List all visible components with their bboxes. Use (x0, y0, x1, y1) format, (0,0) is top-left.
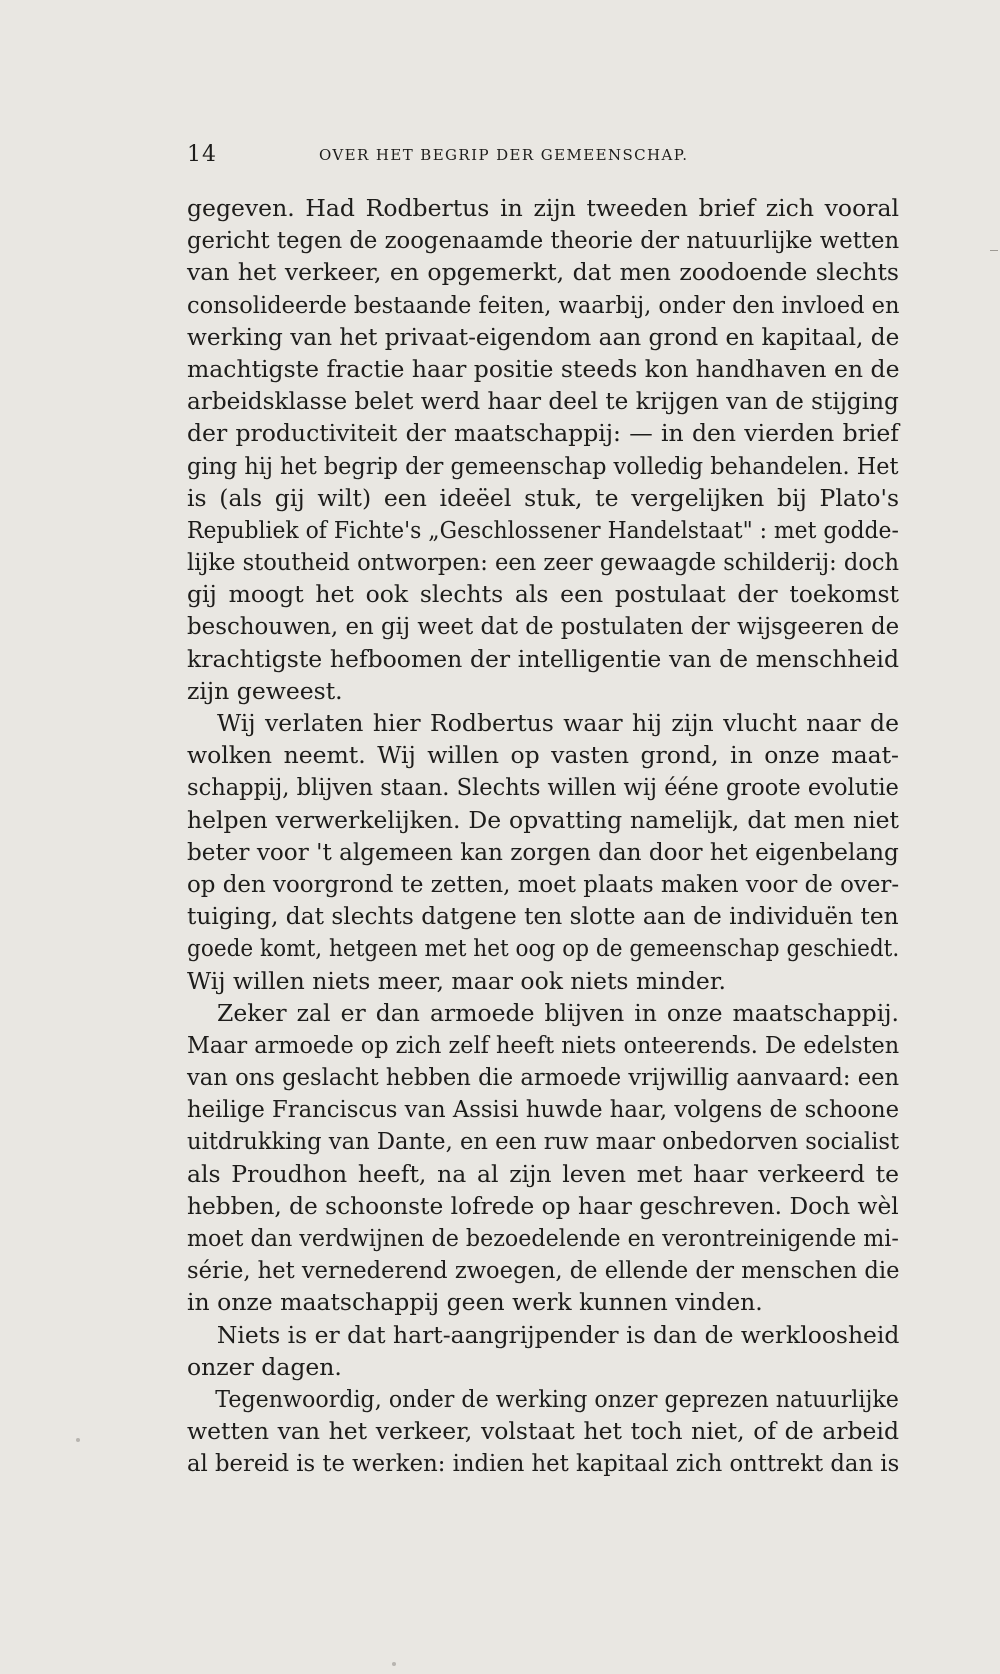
text-line: tuiging, dat slechts datgene ten slotte aan de individuën ten (187, 902, 899, 931)
text-line: onzer dagen. (187, 1352, 342, 1381)
text-line: uitdrukking van Dante, en een ruw maar onbedorven socialist (187, 1127, 900, 1156)
text-line: van het verkeer, en opgemerkt, dat men zoodoende slechts (187, 258, 899, 287)
paper-speck (76, 1438, 80, 1442)
text-line: Maar armoede op zich zelf heeft niets onteerends. De edelsten (187, 1030, 900, 1059)
text-line: der productiviteit der maatschappij: — in den vierden brief (187, 419, 899, 448)
text-line: consolideerde bestaande feiten, waarbij, onder den invloed en (187, 290, 900, 319)
page-number: 14 (187, 142, 217, 167)
text-line: Republiek of Fichte's „Geschlossener Handelstaat" : met godde- (187, 515, 899, 544)
text-line: wolken neemt. Wij willen op vasten grond, in onze maat- (187, 741, 899, 770)
text-line: zijn geweest. (187, 676, 343, 705)
text-line: arbeidsklasse belet werd haar deel te krijgen van de stijging (187, 387, 899, 416)
text-line: wetten van het verkeer, volstaat het toch niet, of de arbeid (187, 1417, 899, 1446)
text-line: ging hij het begrip der gemeenschap volledig behandelen. Het (187, 451, 899, 480)
text-line: beter voor 't algemeen kan zorgen dan door het eigenbelang (187, 837, 899, 866)
text-line: als Proudhon heeft, na al zijn leven met haar verkeerd te (187, 1159, 899, 1188)
body-text (187, 192, 899, 1480)
text-line: goede komt, hetgeen met het oog op de gemeenschap geschiedt. (187, 934, 900, 963)
text-line: krachtigste hefboomen der intelligentie van de menschheid (187, 644, 899, 673)
text-line: machtigste fractie haar positie steeds kon handhaven en de (187, 354, 900, 383)
text-line: van ons geslacht hebben die armoede vrijwillig aanvaard: een (187, 1063, 900, 1092)
text-line: série, het vernederend zwoegen, de ellende der menschen die (187, 1256, 900, 1285)
page-header (187, 142, 827, 172)
running-title: OVER HET BEGRIP DER GEMEENSCHAP. (319, 146, 689, 164)
margin-mark (990, 250, 998, 251)
text-line: Niets is er dat hart-aangrijpender is dan de werkloosheid (216, 1320, 900, 1349)
text-line: al bereid is te werken: indien het kapitaal zich onttrekt dan is (187, 1449, 900, 1478)
text-line: gericht tegen de zoogenaamde theorie der natuurlijke wetten (187, 226, 900, 255)
text-line: lijke stoutheid ontworpen: een zeer gewaagde schilderij: doch (187, 548, 900, 577)
text-line: Wij verlaten hier Rodbertus waar hij zijn vlucht naar de (217, 709, 899, 737)
text-line: helpen verwerkelijken. De opvatting namelijk, dat men niet (187, 805, 899, 834)
text-line: schappij, blijven staan. Slechts willen wij ééne groote evolutie (187, 773, 899, 802)
text-line: in onze maatschappij geen werk kunnen vinden. (187, 1288, 763, 1317)
text-line: beschouwen, en gij weet dat de postulaten der wijsgeeren de (187, 612, 900, 641)
text-line: Tegenwoordig, onder de werking onzer geprezen natuurlijke (215, 1384, 899, 1413)
text-line: moet dan verdwijnen de bezoedelende en verontreinigende mi- (187, 1224, 899, 1252)
text-line: op den voorgrond te zetten, moet plaats maken voor de over- (187, 869, 900, 898)
text-line: Zeker zal er dan armoede blijven in onze maatschappij. (217, 998, 899, 1027)
text-line: hebben, de schoonste lofrede op haar geschreven. Doch wèl (187, 1191, 899, 1220)
paper-speck (392, 1662, 396, 1666)
text-line: gij moogt het ook slechts als een postulaat der toekomst (187, 580, 899, 609)
text-line: Wij willen niets meer, maar ook niets minder. (187, 966, 726, 995)
text-line: werking van het privaat-eigendom aan grond en kapitaal, de (187, 322, 900, 351)
text-line: gegeven. Had Rodbertus in zijn tweeden brief zich vooral (187, 194, 899, 222)
text-line: heilige Franciscus van Assisi huwde haar, volgens de schoone (187, 1095, 900, 1124)
text-line: is (als gij wilt) een ideëel stuk, te vergelijken bij Plato's (187, 483, 899, 512)
